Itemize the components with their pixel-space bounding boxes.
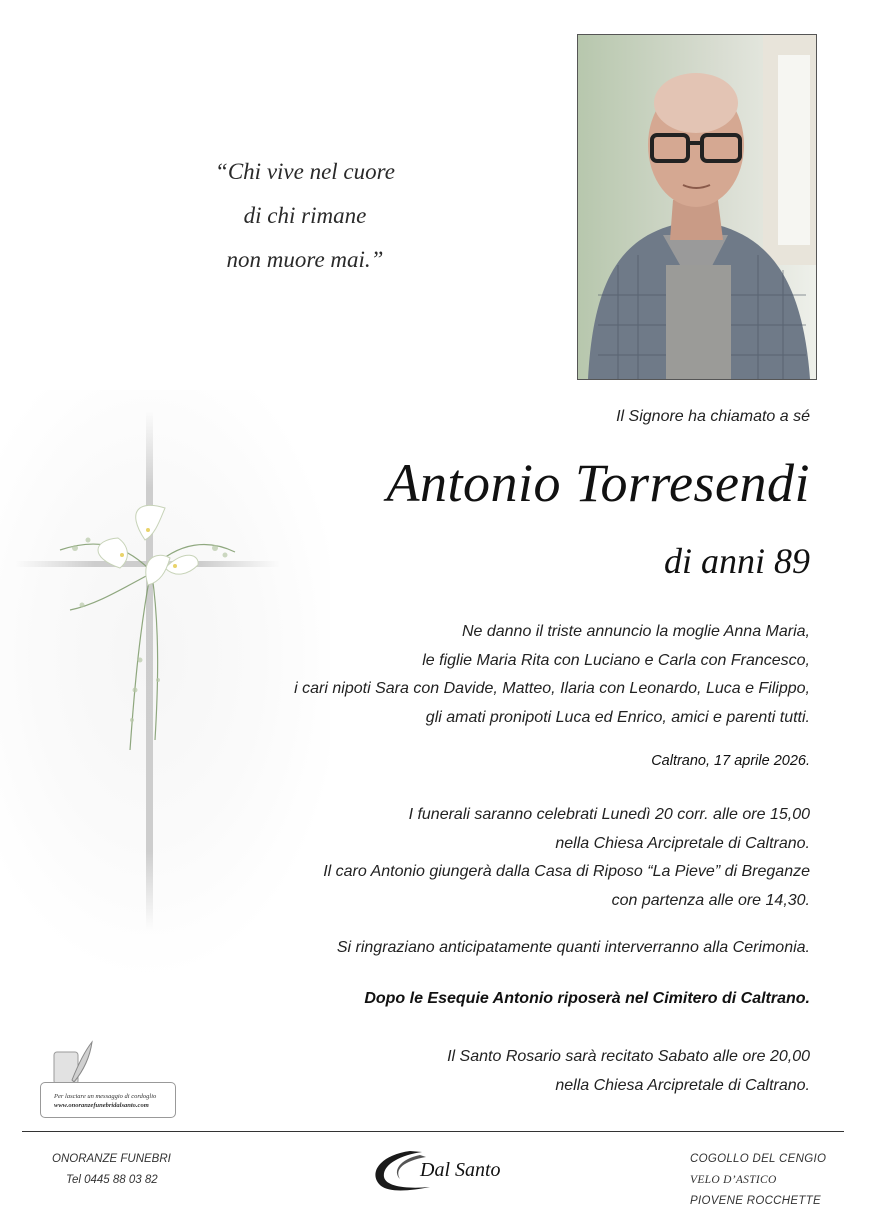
- announcement-line: i cari nipoti Sara con Davide, Matteo, Ilaria con Leonardo, Luca e Filippo,: [294, 680, 810, 697]
- footer-company: [52, 1149, 171, 1191]
- dal-santo-logo: [370, 1143, 510, 1195]
- funeral-info: [323, 801, 810, 915]
- rosary-info: [447, 1043, 810, 1100]
- condolence-text: Per lasciare un messaggio di cordoglio: [54, 1093, 157, 1100]
- announcement-line: gli amati pronipoti Luca ed Enrico, amici e parenti tutti.: [425, 708, 810, 726]
- company-name: ONORANZE FUNEBRI: [52, 1153, 171, 1165]
- funeral-line: con partenza alle ore 14,30.: [611, 891, 810, 909]
- quote-line: “Chi vive nel cuore: [215, 159, 395, 184]
- rosary-line: nella Chiesa Arcipretale di Caltrano.: [555, 1076, 810, 1094]
- location-item: COGOLLO DEL CENGIO: [690, 1153, 827, 1165]
- thanks-text: Si ringraziano anticipatamente quanti interverranno alla Cerimonia.: [336, 939, 810, 956]
- funeral-line: I funerali saranno celebrati Lunedì 20 corr. alle ore 15,00: [408, 806, 810, 823]
- location-item: VELO D’ASTICO: [690, 1174, 777, 1186]
- logo-text: Dal Santo: [420, 1159, 501, 1181]
- announcement-paragraph: [294, 618, 810, 732]
- announcement-line: Ne danno il triste annuncio la moglie Anna Maria,: [461, 623, 810, 640]
- portrait-image: [578, 35, 816, 379]
- portrait-photo: [577, 34, 817, 380]
- announcement-line: le figlie Maria Rita con Luciano e Carla con Francesco,: [422, 651, 810, 669]
- place-date: Caltrano, 17 aprile 2026.: [651, 753, 810, 769]
- company-phone: Tel 0445 88 03 82: [66, 1174, 158, 1186]
- funeral-line: nella Chiesa Arcipretale di Caltrano.: [555, 834, 810, 852]
- quote-line: di chi rimane: [243, 203, 367, 228]
- deceased-age: di anni 89: [663, 541, 810, 581]
- burial-text: Dopo le Esequie Antonio riposerà nel Cimitero di Caltrano.: [364, 990, 810, 1007]
- location-item: PIOVENE ROCCHETTE: [690, 1195, 821, 1207]
- footer-divider: [22, 1131, 844, 1132]
- condolence-url: www.onoranzefunebridalsanto.com: [54, 1102, 149, 1109]
- quote-line: non muore mai.”: [226, 247, 384, 272]
- condolence-link[interactable]: [40, 1082, 176, 1118]
- footer-locations: [690, 1149, 826, 1212]
- memorial-quote: [160, 150, 450, 282]
- cross-background: [0, 390, 330, 980]
- cross-with-lilies-icon: [0, 390, 330, 980]
- intro-text: Il Signore ha chiamato a sé: [616, 408, 810, 425]
- rosary-line: Il Santo Rosario sarà recitato Sabato alle ore 20,00: [447, 1048, 810, 1065]
- deceased-name: Antonio Torresendi: [386, 453, 810, 513]
- funeral-line: Il caro Antonio giungerà dalla Casa di Riposo “La Pieve” di Breganze: [323, 863, 810, 880]
